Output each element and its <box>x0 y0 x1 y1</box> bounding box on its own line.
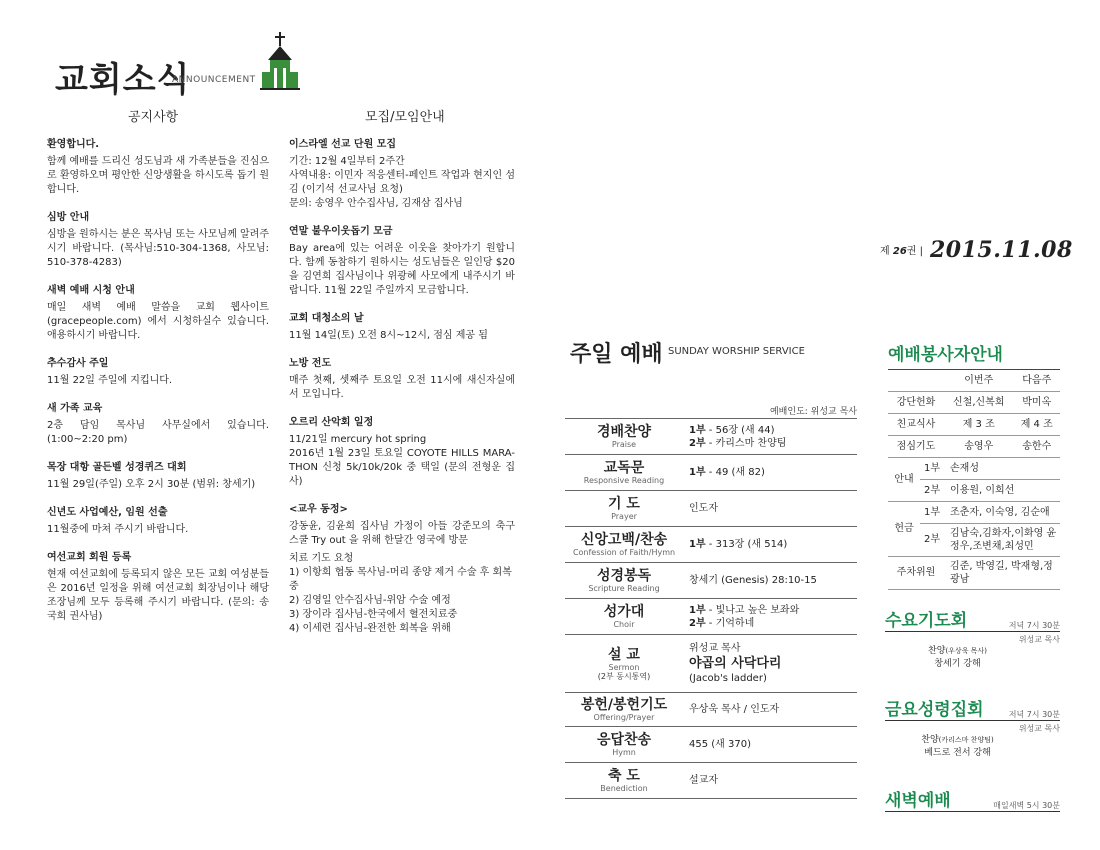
worship-row <box>565 491 857 527</box>
sermon-title: 야곱의 사닥다리 <box>689 656 782 671</box>
notice-item <box>47 506 269 537</box>
worship-row: 성가대 Choir 1부 - 빛나고 높은 보좌와 2부 - 기억하네 <box>565 599 857 635</box>
notice-title: 목장 대항 골든벨 성경퀴즈 대회 <box>47 462 187 473</box>
vol-row: 안내 1부 손재성 <box>888 458 1060 480</box>
worship-row <box>565 563 857 599</box>
notice-body: 매일 새벽 예배 말씀을 교회 웹사이트 (gracepeople.com) 에서 시청하실수 있습니다. 애용하시기 바랍니다. <box>47 302 269 341</box>
notice-item <box>47 461 269 492</box>
notice-item <box>289 357 515 402</box>
friday-time: 저녁 7시 30분 <box>1008 710 1060 719</box>
worship-item-name: 성가대 <box>603 604 645 620</box>
notice-title: <교우 동정> <box>289 504 348 515</box>
worship-item-en: Responsive Reading <box>583 476 665 485</box>
notice-item <box>47 284 269 343</box>
worship-item-en: Hymn <box>612 748 636 757</box>
vol-row: 강단헌화 신철,신복희 박미옥 <box>888 392 1060 414</box>
worship-row <box>565 693 857 727</box>
notice-item <box>289 416 515 489</box>
worship-title: 주일 예배 <box>570 342 663 367</box>
worship-row <box>565 763 857 799</box>
notice-item <box>47 551 269 624</box>
notice-title: 노방 전도 <box>289 358 332 369</box>
worship-item-name: 경배찬양 <box>596 424 652 440</box>
notice-item <box>47 402 269 447</box>
notice-item <box>47 138 269 197</box>
notice-title: 연말 불우이웃돕기 모금 <box>289 226 393 237</box>
worship-item-name: 교독문 <box>603 460 645 476</box>
worship-item-detail: 인도자 <box>683 491 857 527</box>
notice-body: 11월 29일(주일) 오후 2시 30분 (범위: 창세기) <box>47 479 256 490</box>
church-icon <box>260 32 300 94</box>
notice-item <box>47 211 269 270</box>
notice-title: 오르리 산악회 일정 <box>289 417 374 428</box>
worship-order-table <box>565 418 857 799</box>
worship-item-name: 봉헌/봉헌기도 <box>580 697 668 713</box>
worship-row: 신앙고백/찬송 Confession of Faith/Hymn 1부 - 313장 (새 514) <box>565 527 857 563</box>
worship-item-name: 기 도 <box>608 496 640 512</box>
worship-item-en: Sermon <box>608 662 640 672</box>
notice-item <box>289 225 515 298</box>
page-title: 교회소식 <box>55 60 191 100</box>
notice-title: 환영합니다. <box>47 139 100 150</box>
worship-item-name: 응답찬송 <box>596 732 652 748</box>
vol-row: 친교식사 제 3 조 제 4 조 <box>888 414 1060 436</box>
notice-body: 강동윤, 김윤희 집사님 가정이 아들 강준모의 축구 스쿨 Try out 을 위해 한달간 영국에 방문 <box>289 521 515 546</box>
friday-service: 금요성령집회 저녁 7시 30분 위성교 목사 찬양(카리스마 찬양팀) 베드로 전서 강해 <box>885 695 1060 760</box>
vol-row: 점심기도 송영우 송한수 <box>888 436 1060 458</box>
notice-title: 추수감사 주일 <box>47 358 109 369</box>
volunteers-table <box>888 369 1060 590</box>
notice-title: 신년도 사업예산, 임원 선출 <box>47 507 168 518</box>
notice-title: 교회 대청소의 날 <box>289 313 364 324</box>
notice-item <box>289 138 515 211</box>
notice-body: 2층 담임 목사님 사무실에서 있습니다. (1:00~2:20 pm) <box>47 420 269 445</box>
wednesday-service: 수요기도회 저녁 7시 30분 위성교 목사 찬양(우상욱 목사) 창세기 강해 <box>885 606 1060 671</box>
notice-body: 11월 22일 주일에 지킵니다. <box>47 375 173 386</box>
prayer-item: 1) 이항희 협동 목사님-머리 종양 제거 수술 후 회복 중 <box>289 567 512 592</box>
page-title-en: ANNOUNCEMENT <box>172 75 256 85</box>
prayer-item: 2) 김영일 안수집사님-위암 수술 예정 <box>289 595 451 606</box>
vol-header-row: 이번주 다음주 <box>888 370 1060 392</box>
notice-body: 11월중에 마쳐 주시기 바랍니다. <box>47 524 189 535</box>
notice-body: 함께 예배를 드리신 성도님과 새 가족분들을 진심으로 환영하오며 평안한 신앙생활을 하시도록 돕기 원합니다. <box>47 156 269 195</box>
dawn-service <box>885 786 1060 812</box>
worship-item-name: 신앙고백/찬송 <box>580 532 668 548</box>
notice-body: 11월 14일(토) 오전 8시~12시, 점심 제공 됨 <box>289 330 488 341</box>
notice-title: 새벽 예배 시청 안내 <box>47 285 135 296</box>
notice-title: 이스라엘 선교 단원 모집 <box>289 139 397 150</box>
worship-leader: 예배인도: 위성교 목사 <box>769 407 857 417</box>
worship-item-name: 축 도 <box>608 768 640 784</box>
notices-heading: 공지사항 <box>128 110 179 125</box>
worship-item-name: 설 교 <box>608 646 640 663</box>
notice-body: 심방을 원하시는 분은 목사님 또는 사모님께 알려주시기 바랍니다. (목사님:510-304-1368, 사모님: 510-378-4283) <box>47 229 269 268</box>
worship-item-en: Scripture Reading <box>588 584 660 593</box>
notice-body: 현재 여선교회에 등록되지 않은 모든 교회 여성분들은 2016년 일정을 위해 여선교회 회장님이나 해당 조장님께 모두 등록해 주시기 바랍니다. (문의: 송국희 권사님) <box>47 569 269 622</box>
friday-pastor: 위성교 목사 <box>1018 724 1060 733</box>
notice-item <box>289 312 515 343</box>
worship-row: 교독문 Responsive Reading 1부 - 49 (새 82) <box>565 455 857 491</box>
issue-volume: 제 26권 | <box>880 246 923 257</box>
wednesday-title: 수요기도회 <box>885 611 968 631</box>
prayer-title: 치료 기도 요청 <box>289 553 354 564</box>
worship-item-en: Choir <box>613 620 635 629</box>
vol-row: 주차위원 김준, 박영길, 박재형,정광남 <box>888 557 1060 590</box>
prayer-item: 4) 이세련 집사님-완전한 회복을 위해 <box>289 623 451 634</box>
vol-row: 2부 이용원, 이희선 <box>888 480 1060 502</box>
wednesday-time: 저녁 7시 30분 <box>1008 621 1060 630</box>
worship-item-en: Prayer <box>611 512 637 521</box>
dawn-time: 매일새벽 5시 30분 <box>993 801 1060 810</box>
worship-item-en: Benediction <box>600 784 648 793</box>
vol-row: 헌금 1부 조춘자, 이숙영, 김순애 <box>888 502 1060 524</box>
notice-title: 새 가족 교육 <box>47 403 103 414</box>
prayer-requests <box>289 552 515 636</box>
worship-item-detail: 455 (새 370) <box>683 727 857 763</box>
notice-body: 11/21일 mercury hot spring 2016년 1월 23일 토요일 COYOTE HILLS MARA-THON 신청 5k/10k/20k 중 택일 (문의 전형운 집사) <box>289 434 515 487</box>
notice-title: 여선교회 회원 등록 <box>47 552 132 563</box>
worship-item-en: Praise <box>611 440 637 449</box>
notice-title: 심방 안내 <box>47 212 90 223</box>
recruit-heading: 모집/모임안내 <box>365 110 445 125</box>
worship-item-en: Confession of Faith/Hymn <box>572 548 676 557</box>
notice-item <box>47 357 269 388</box>
worship-subtitle: SUNDAY WORSHIP SERVICE <box>668 346 805 357</box>
worship-item-name: 성경봉독 <box>596 568 652 584</box>
notice-body: 매주 첫째, 셋째주 토요일 오전 11시에 새신자실에서 모입니다. <box>289 375 515 400</box>
sermon-title-en: (Jacob's ladder) <box>689 673 767 684</box>
issue-volume-number: 26 <box>892 246 907 257</box>
notices-right <box>289 138 515 636</box>
worship-item-detail: 창세기 (Genesis) 28:10-15 <box>683 563 857 599</box>
issue-date: 2015.11.08 <box>930 237 1073 263</box>
notice-body: 기간: 12월 4일부터 2주간 사역내용: 이민자 적응센터-페인트 작업과 현지인 섬김 (이기석 선교사님 요청) 문의: 송영우 안수집사님, 김재삼 집사님 <box>289 156 515 209</box>
dawn-title: 새벽예배 <box>885 791 951 811</box>
worship-item-detail: 설교자 <box>683 763 857 799</box>
prayer-item: 3) 장이라 집사님-한국에서 혈전치료중 <box>289 609 458 620</box>
worship-row: 경배찬양 Praise 1부 - 56장 (새 44) 2부 - 카리스마 찬양팀 <box>565 419 857 455</box>
notice-body: Bay area에 있는 어려운 이웃을 찾아가기 원합니다. 함께 동참하기 원하시는 성도님들은 일인당 $20을 김연희 집사님이나 위광혜 사모에게 내주시기 바랍니다. 11월 22일 주일까지 모금합니다. <box>289 243 515 296</box>
worship-item-en: Offering/Prayer <box>593 713 655 722</box>
worship-row <box>565 635 857 693</box>
worship-item-detail: 우상욱 목사 / 인도자 <box>683 693 857 727</box>
notices-left <box>47 138 269 638</box>
friday-title: 금요성령집회 <box>885 700 984 720</box>
sermon-note: (2부 동시통역) <box>597 671 651 681</box>
notice-item <box>289 503 515 548</box>
wednesday-pastor: 위성교 목사 <box>1018 635 1060 644</box>
worship-row <box>565 727 857 763</box>
vol-row: 2부 김남숙,김화자,이화영 윤정우,조변채,최성민 <box>888 524 1060 557</box>
volunteers-title: 예배봉사자안내 <box>888 345 1003 365</box>
sermon-preacher: 위성교 목사 <box>689 643 741 654</box>
